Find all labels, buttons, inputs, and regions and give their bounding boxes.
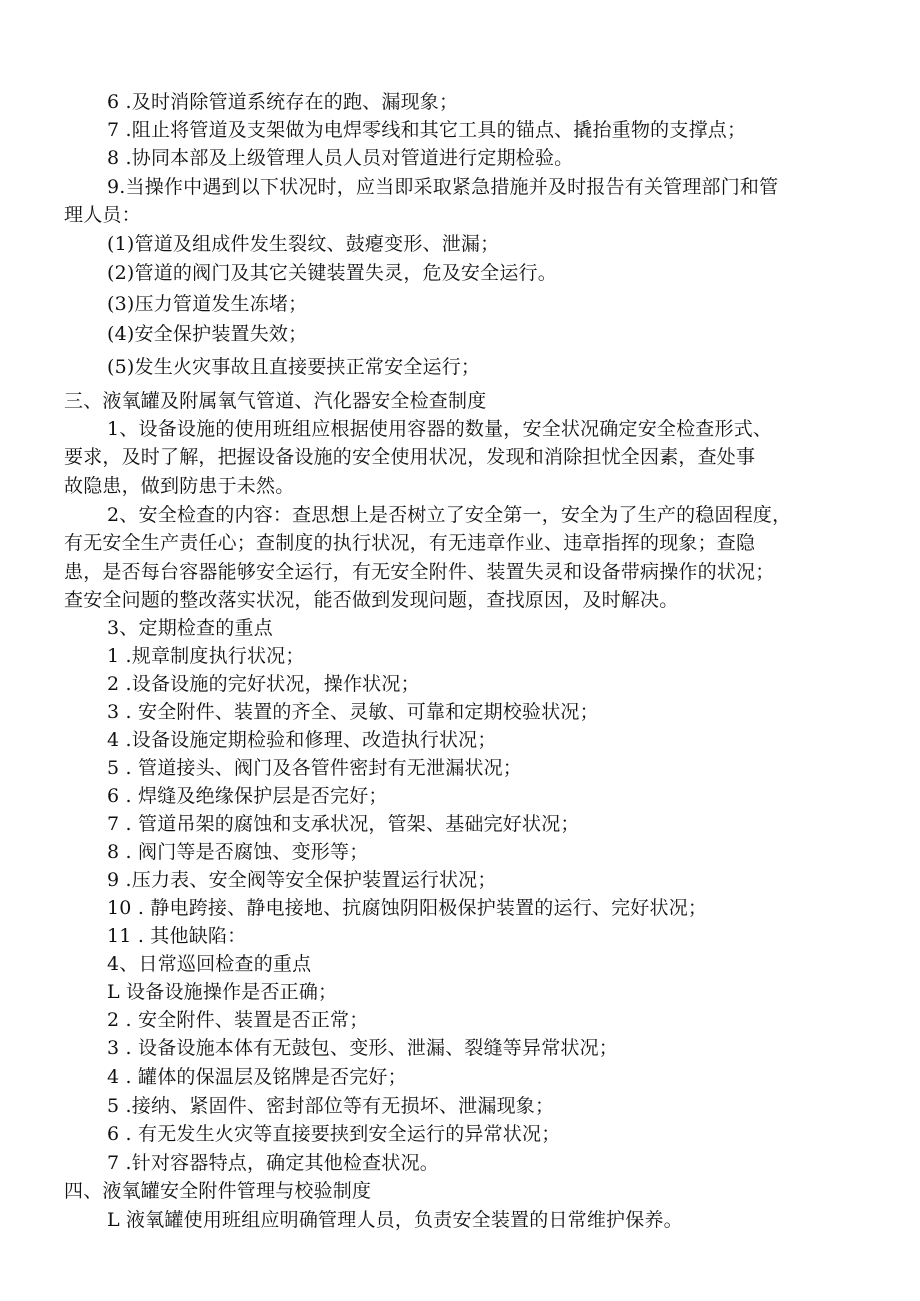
text-line: 查安全问题的整改落实状况，能否做到发现问题，查找原因，及时解决。 bbox=[64, 589, 679, 611]
text-line: 7 . 管道吊架的腐蚀和支承状况，管架、基础完好状况； bbox=[107, 813, 580, 835]
text-line: 2 . 安全附件、装置是否正常； bbox=[107, 1009, 369, 1031]
text-line: 10 . 静电跨接、静电接地、抗腐蚀阴阳极保护装置的运行、完好状况； bbox=[107, 897, 708, 919]
text-line: 8 .协同本部及上级管理人员人员对管道进行定期检验。 bbox=[107, 147, 574, 169]
text-line: (1)管道及组成件发生裂纹、鼓瘪变形、泄漏； bbox=[107, 233, 500, 255]
text-line: 6 . 焊缝及绝缘保护层是否完好； bbox=[107, 785, 388, 807]
text-line: 9 .压力表、安全阀等安全保护装置运行状况； bbox=[107, 869, 497, 891]
text-line: (2)管道的阀门及其它关键装置失灵，危及安全运行。 bbox=[107, 262, 557, 284]
section-heading: 四、液氧罐安全附件管理与校验制度 bbox=[64, 1180, 372, 1202]
text-line: 11 . 其他缺陷： bbox=[107, 925, 247, 947]
text-line: 4 . 罐体的保温层及铭牌是否完好； bbox=[107, 1066, 407, 1088]
text-line: 3 . 设备设施本体有无鼓包、变形、泄漏、裂缝等异常状况； bbox=[107, 1037, 619, 1059]
text-line: 4、日常巡回检查的重点 bbox=[107, 953, 312, 975]
text-line: 有无安全生产责任心；查制度的执行状况，有无违章作业、违章指挥的现象；查隐 bbox=[64, 532, 756, 554]
text-line: (4)安全保护装置失效； bbox=[107, 323, 308, 345]
text-line: L 设备设施操作是否正确； bbox=[107, 981, 338, 1003]
section-heading: 三、液氧罐及附属氧气管道、汽化器安全检查制度 bbox=[64, 390, 487, 412]
text-line: 4 .设备设施定期检验和修理、改造执行状况； bbox=[107, 729, 497, 751]
text-line: 故隐患，做到防患于未然。 bbox=[64, 475, 295, 497]
text-line: 3、定期检查的重点 bbox=[107, 617, 273, 639]
text-line: 6 .及时消除管道系统存在的跑、漏现象； bbox=[107, 91, 459, 113]
text-line: 5 . 管道接头、阀门及各管件密封有无泄漏状况； bbox=[107, 757, 523, 779]
text-line: L 液氧罐使用班组应明确管理人员，负责安全装置的日常维护保养。 bbox=[107, 1209, 683, 1231]
text-line: (3)压力管道发生冻堵； bbox=[107, 293, 308, 315]
text-line: 1 .规章制度执行状况； bbox=[107, 645, 305, 667]
text-line: 理人员： bbox=[64, 204, 141, 226]
text-line: 5 .接纳、紧固件、密封部位等有无损坏、泄漏现象； bbox=[107, 1095, 555, 1117]
text-line: 3 . 安全附件、装置的齐全、灵敏、可靠和定期校验状况； bbox=[107, 701, 599, 723]
text-line: 2、安全检查的内容：查思想上是否树立了安全第一，安全为了生产的稳固程度， bbox=[107, 504, 792, 526]
text-line: 1、设备设施的使用班组应根据使用容器的数量，安全状况确定安全检查形式、 bbox=[107, 418, 773, 440]
text-line: 6 . 有无发生火灾等直接要挟到安全运行的异常状况； bbox=[107, 1123, 561, 1145]
text-line: 8 . 阀门等是否腐蚀、变形等； bbox=[107, 841, 369, 863]
text-line: 患，是否每台容器能够安全运行，有无安全附件、装置失灵和设备带病操作的状况； bbox=[64, 561, 775, 583]
text-line: (5)发生火灾事故且直接要挟正常安全运行； bbox=[107, 356, 481, 378]
text-line: 2 .设备设施的完好状况，操作状况； bbox=[107, 673, 420, 695]
text-line: 要求，及时了解，把握设备设施的安全使用状况，发现和消除担忧全因素，查处事 bbox=[64, 446, 756, 468]
text-line: 7 .阻止将管道及支架做为电焊零线和其它工具的锚点、撬抬重物的支撑点； bbox=[107, 119, 747, 141]
text-line: 9.当操作中遇到以下状况时，应当即采取紧急措施并及时报告有关管理部门和管 bbox=[107, 176, 779, 198]
text-line: 7 .针对容器特点，确定其他检查状况。 bbox=[107, 1152, 439, 1174]
